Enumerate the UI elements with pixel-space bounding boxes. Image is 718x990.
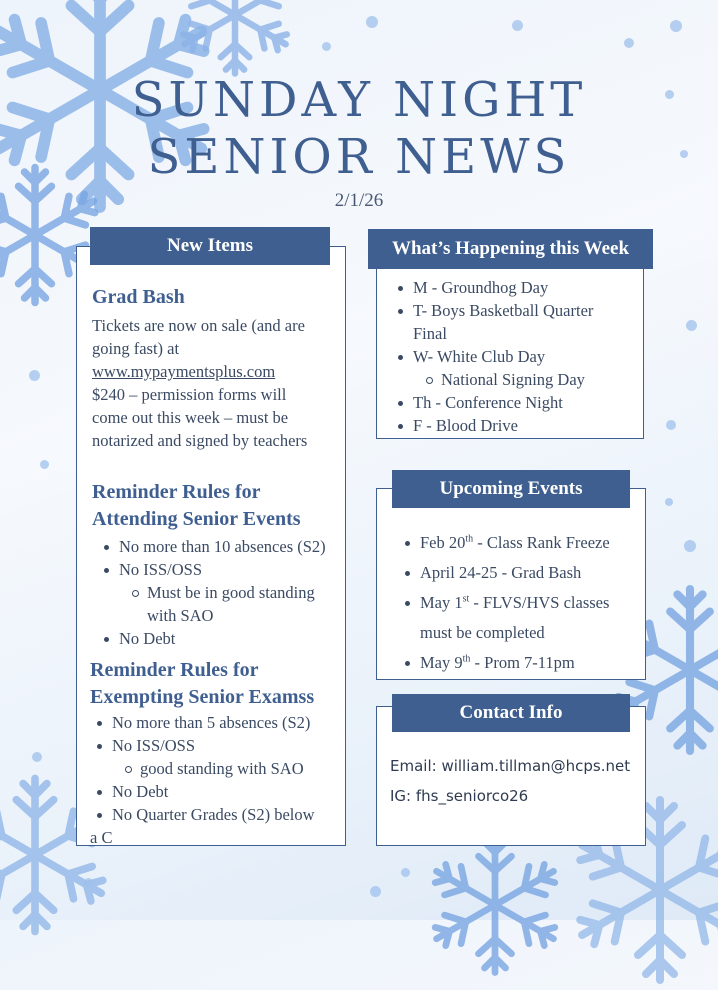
list-item: good standing with SAO — [140, 757, 342, 780]
page-title-line2: SENIOR NEWS — [147, 129, 571, 185]
list-item: May 9th - Prom 7-11pm — [420, 648, 640, 678]
payments-link[interactable]: www.mypaymentsplus.com — [92, 362, 276, 381]
contact-email[interactable]: Email: william.tillman@hcps.net — [390, 757, 631, 775]
list-item: Feb 20th - Class Rank Freeze — [420, 528, 640, 558]
list-item: No Debt — [119, 627, 342, 650]
grad-bash-text-1: Tickets are now on sale (and are — [92, 316, 305, 335]
list-item: Th - Conference Night — [413, 391, 638, 414]
upcoming-tab: Upcoming Events — [392, 470, 630, 508]
list-item: No ISS/OSS — [112, 734, 342, 757]
exam-rules-heading-1: Reminder Rules for — [90, 659, 259, 681]
contact-instagram[interactable]: IG: fhs_seniorco26 — [390, 787, 529, 805]
grad-bash-heading: Grad Bash — [92, 286, 185, 308]
exam-rules-heading-2: Exempting Senior Examss — [90, 686, 315, 708]
snowflake-icon — [420, 830, 570, 980]
page-title-line1: SUNDAY NIGHT — [131, 72, 587, 128]
list-item: No more than 5 absences (S2) — [112, 711, 342, 734]
list-item: April 24-25 - Grad Bash — [420, 558, 640, 588]
list-item: No Debt — [112, 780, 342, 803]
list-item: No more than 10 absences (S2) — [119, 535, 342, 558]
events-rules-heading-2: Attending Senior Events — [92, 508, 301, 530]
list-item: W- White Club Day — [413, 345, 638, 368]
snowflake-icon — [170, 0, 300, 80]
list-item: May 1st - FLVS/HVS classes must be completed — [420, 588, 640, 648]
list-item: National Signing Day — [441, 368, 638, 391]
contact-tab: Contact Info — [392, 694, 630, 732]
list-item: No Quarter Grades (S2) below a C — [112, 803, 342, 849]
new-items-tab: New Items — [90, 227, 330, 265]
events-rules-heading-1: Reminder Rules for — [92, 481, 261, 503]
list-item: F - Blood Drive — [413, 414, 638, 437]
list-item: Must be in good standing with SAO — [147, 581, 342, 627]
list-item: M - Groundhog Day — [413, 276, 638, 299]
issue-date: 2/1/26 — [334, 190, 384, 211]
list-item: T- Boys Basketball Quarter Final — [413, 299, 638, 345]
grad-bash-text-4: come out this week – must be — [92, 408, 289, 427]
list-item: No ISS/OSS — [119, 558, 342, 581]
grad-bash-text-2: going fast) at — [92, 339, 180, 358]
grad-bash-text-3: $240 – permission forms will — [92, 385, 287, 404]
grad-bash-text-5: notarized and signed by teachers — [92, 431, 308, 450]
week-tab: What’s Happening this Week — [368, 229, 653, 269]
